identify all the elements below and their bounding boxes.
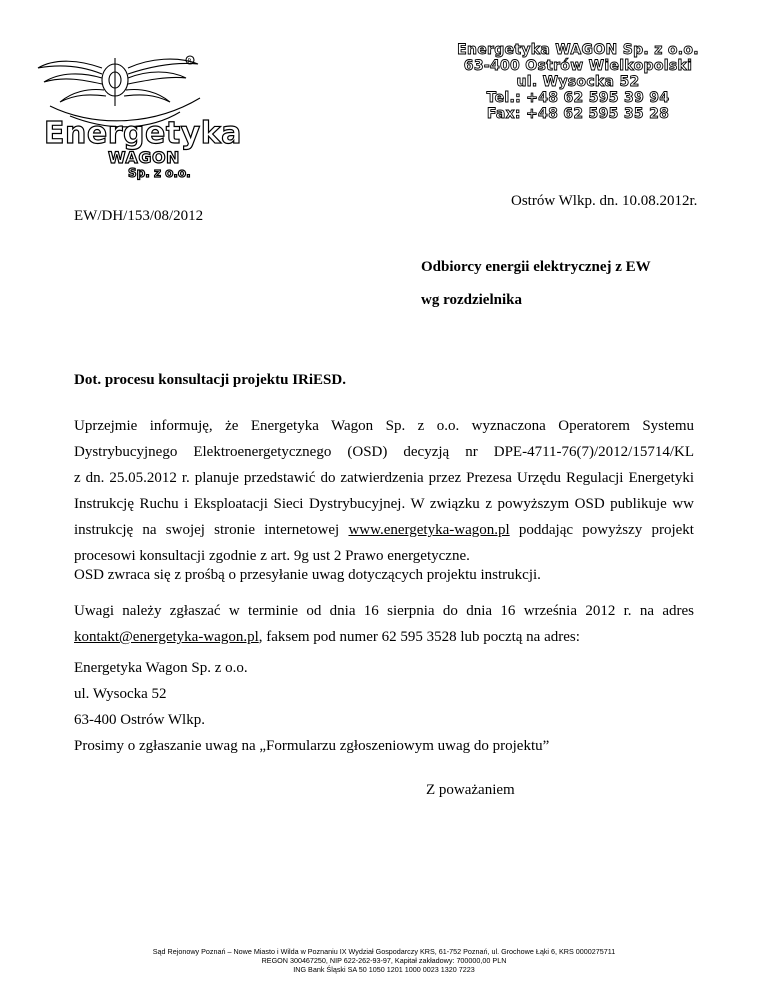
company-street: ul. Wysocka 52 <box>516 74 640 90</box>
email-link[interactable]: kontakt@energetyka-wagon.pl <box>74 629 259 645</box>
footer-line: ING Bank Śląski SA 50 1050 1201 1000 0023 1320 7223 <box>293 965 475 974</box>
recipient-line-2: wg rozdzielnika <box>421 292 522 308</box>
address-line: ul. Wysocka 52 <box>74 686 167 702</box>
paragraph-line: Uwagi należy zgłaszać w terminie od dnia 16 sierpnia do dnia 16 września 2012 r. na adres <box>74 603 694 619</box>
address-line: 63-400 Ostrów Wlkp. <box>74 712 205 728</box>
logo-brand-text: Energetyka <box>44 116 242 151</box>
paragraph-request: OSD zwraca się z prośbą o przesyłanie uwag dotyczących projektu instrukcji. <box>74 567 541 583</box>
logo-form-text: Sp. z o.o. <box>128 166 191 180</box>
company-fax: Fax: +48 62 595 35 28 <box>486 106 670 122</box>
paragraph-line: procesowi konsultacji zgodnie z art. 9g ust 2 Prawo energetyczne. <box>74 548 470 564</box>
recipient-line-1: Odbiorcy energii elektrycznej z EW <box>421 259 651 275</box>
paragraph-line <box>74 517 694 543</box>
text-segment: poddając powyższy projekt <box>509 522 694 538</box>
legal-footer <box>0 947 768 974</box>
paragraph-line: Instrukcję Ruchu i Eksploatacji Sieci Dystrybucyjnej. W związku z powyższym OSD publikuje ww <box>74 496 694 512</box>
company-name: Energetyka WAGON Sp. z o.o. <box>457 42 699 58</box>
paragraph-line: Dystrybucyjnego Elektroenergetycznego (OSD) decyzją nr DPE-4711-76(7)/2012/15714/KL <box>74 444 694 460</box>
address-line: Energetyka Wagon Sp. z o.o. <box>74 660 248 676</box>
paragraph-line <box>74 624 694 650</box>
footer-line: REGON 300467250, NIP 622-262-93-97, Kapitał zakładowy: 700000,00 PLN <box>261 956 507 965</box>
paragraph-line: z dn. 25.05.2012 r. planuje przedstawić do zatwierdzenia przez Prezesa Urzędu Regulacji Energetyki <box>74 470 694 486</box>
subject-line: Dot. procesu konsultacji projektu IRiESD. <box>74 372 346 388</box>
reference-number: EW/DH/153/08/2012 <box>74 208 204 224</box>
paragraph-line: Uprzejmie informuję, że Energetyka Wagon Sp. z o.o. wyznaczona Operatorem Systemu <box>74 418 694 434</box>
paragraph-intro <box>74 413 694 569</box>
text-segment: instrukcję na swojej stronie internetowej <box>74 522 349 538</box>
address-block <box>74 655 549 759</box>
company-header <box>428 42 728 122</box>
place-date: Ostrów Wlkp. dn. 10.08.2012r. <box>511 193 698 209</box>
logo-sub-text: WAGON <box>108 148 180 167</box>
svg-text:R: R <box>187 58 192 65</box>
website-link[interactable]: www.energetyka-wagon.pl <box>348 522 510 538</box>
company-tel: Tel.: +48 62 595 39 94 <box>486 90 670 106</box>
paragraph-deadline <box>74 598 694 650</box>
footer-line: Sąd Rejonowy Poznań – Nowe Miasto i Wilda w Poznaniu IX Wydział Gospodarczy KRS, 61-752 Poznań, ul. Grochowe Łąki 6, KRS 0000275711 <box>152 947 616 956</box>
text-segment: , faksem pod numer 62 595 3528 lub pocztą na adres: <box>258 629 580 645</box>
company-city: 63-400 Ostrów Wielkopolski <box>463 58 693 74</box>
company-logo <box>30 38 242 180</box>
form-request-line: Prosimy o zgłaszanie uwag na „Formularzu zgłoszeniowym uwag do projektu” <box>74 738 550 754</box>
closing-salutation: Z poważaniem <box>426 782 515 798</box>
